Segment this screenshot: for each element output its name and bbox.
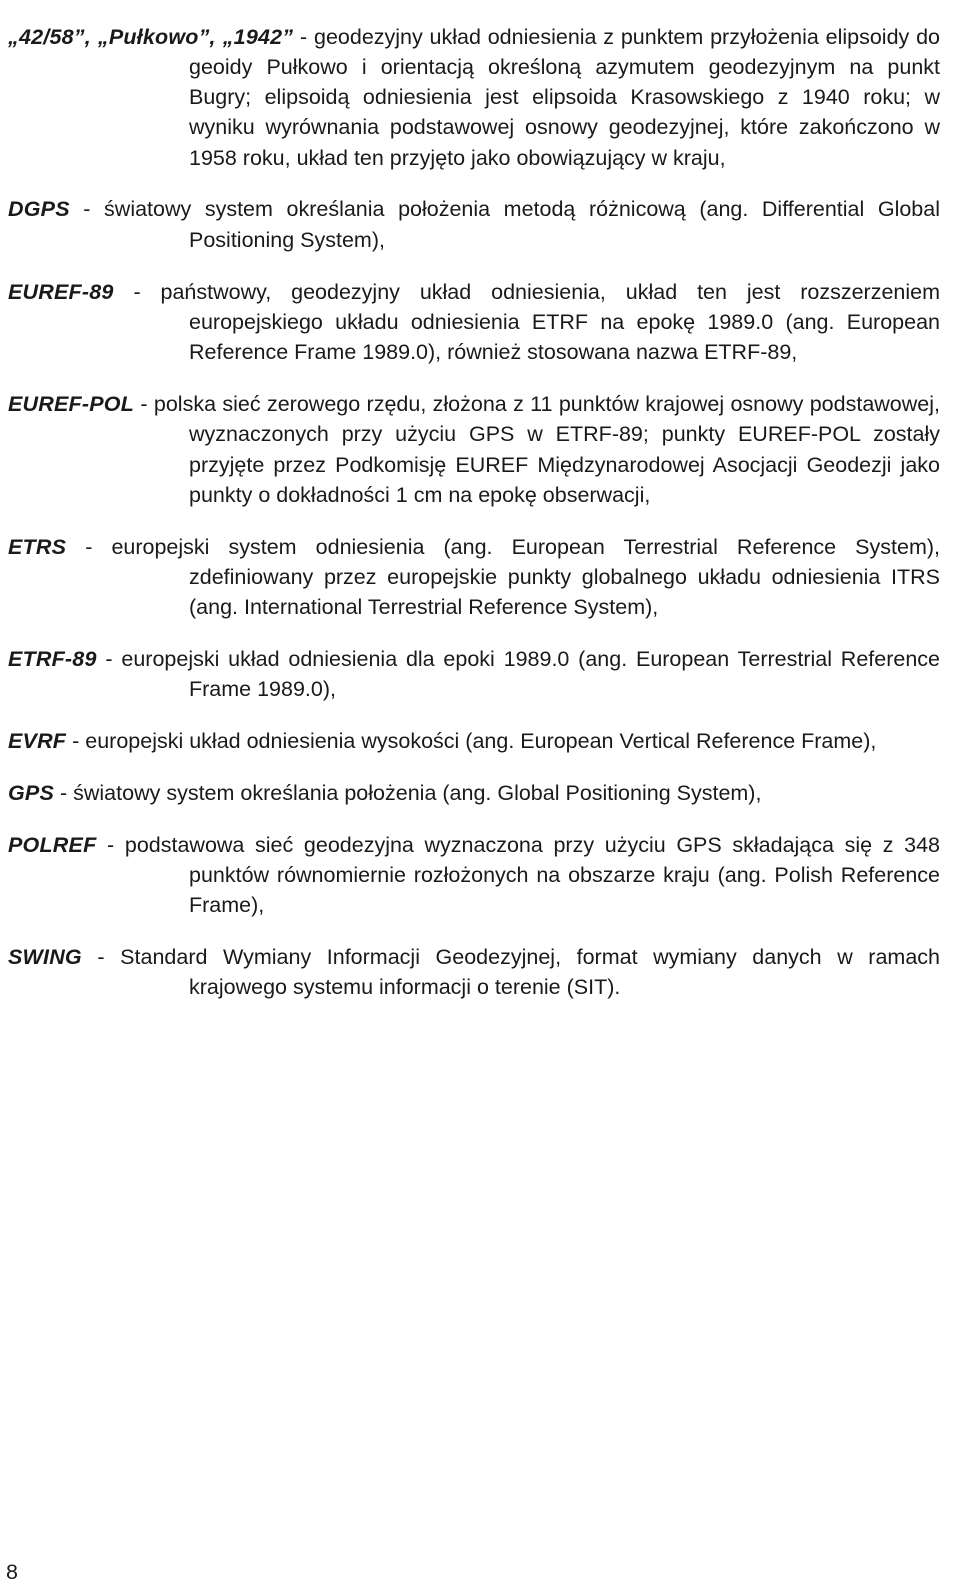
term-separator: - <box>66 534 112 559</box>
page-number: 8 <box>6 1560 18 1584</box>
glossary-term: GPS <box>8 780 55 805</box>
glossary-term: ETRF-89 <box>8 647 97 672</box>
term-separator: - <box>96 647 122 672</box>
glossary-term: EUREF-POL <box>8 391 135 416</box>
glossary-definition: państwowy, geodezyjny układ odniesienia, układ ten jest rozszerzeniem europejskiego układu odniesienia ETRF na epokę 1989.0 (ang. European Reference Frame 1989.0), również stosowana nazwa ETRF-89, <box>160 279 940 365</box>
glossary-definition: europejski system odniesienia (ang. European Terrestrial Reference System), zdefiniowany przez europejskie punkty globalnego układu odniesienia ITRS (ang. International Terrestrial Reference System), <box>111 534 941 620</box>
glossary-definition: Standard Wymiany Informacji Geodezyjnej, format wymiany danych w ramach krajowego systemu informacji o terenie (SIT). <box>120 945 941 1000</box>
glossary-term: EVRF <box>8 729 67 754</box>
glossary-entry-etrf-89 <box>8 644 940 705</box>
term-separator: - <box>54 780 74 805</box>
glossary-definition: europejski układ odniesienia dla epoki 1989.0 (ang. European Terrestrial Reference Frame 1989.0), <box>121 647 940 702</box>
glossary-entry-dgps <box>8 194 940 255</box>
glossary-entry-42-58 <box>8 22 940 173</box>
glossary-definition: europejski układ odniesienia wysokości (ang. European Vertical Reference Frame), <box>85 729 877 754</box>
glossary-entry-swing <box>8 942 940 1003</box>
glossary-entry-euref-89 <box>8 277 940 368</box>
glossary-definition: światowy system określania położenia metodą różnicową (ang. Differential Global Positioning System), <box>104 197 940 252</box>
term-separator: - <box>81 945 121 970</box>
term-separator: - <box>69 197 105 222</box>
glossary-definition: geodezyjny układ odniesienia z punktem przyłożenia elipsoidy do geoidy Pułkowo i orientacją określoną azymutem geodezyjnym na punkt Bugry; elipsoidą odniesienia jest elipsoida Krasowskiego z 1940 roku; w wyniku wyrównania podstawowej osnowy geodezyjnej, które zakończono w 1958 roku, układ ten przyjęto jako obowiązujący w kraju, <box>189 24 940 170</box>
glossary-term: DGPS <box>8 197 70 222</box>
glossary-entry-euref-pol <box>8 389 940 510</box>
glossary-entry-evrf <box>8 726 940 756</box>
term-separator: - <box>134 391 154 416</box>
glossary-term: SWING <box>8 945 82 970</box>
glossary-definition: światowy system określania położenia (ang. Global Positioning System), <box>73 780 762 805</box>
term-separator: - <box>293 24 314 49</box>
glossary-entry-polref <box>8 830 940 921</box>
glossary-term: „42/58”, „Pułkowo”, „1942” <box>8 24 294 49</box>
glossary-definition: podstawowa sieć geodezyjna wyznaczona przy użyciu GPS składająca się z 348 punktów równomiernie rozłożonych na obszarze kraju (ang. Polish Reference Frame), <box>124 832 941 918</box>
glossary-entry-etrs <box>8 532 940 623</box>
glossary-term: EUREF-89 <box>8 279 114 304</box>
glossary-term: ETRS <box>8 534 67 559</box>
glossary-entry-gps <box>8 778 940 808</box>
term-separator: - <box>113 279 161 304</box>
glossary-list <box>8 0 940 1019</box>
term-separator: - <box>66 729 86 754</box>
term-separator: - <box>96 832 125 857</box>
glossary-definition: polska sieć zerowego rzędu, złożona z 11 punktów krajowej osnowy podstawowej, wyznaczonych przy użyciu GPS w ETRF-89; punkty EUREF-POL zostały przyjęte przez Podkomisję EUREF Międzynarodowej Asocjacji Geodezji jako punkty o dokładności 1 cm na epokę obserwacji, <box>153 391 940 507</box>
glossary-term: POLREF <box>8 832 97 857</box>
